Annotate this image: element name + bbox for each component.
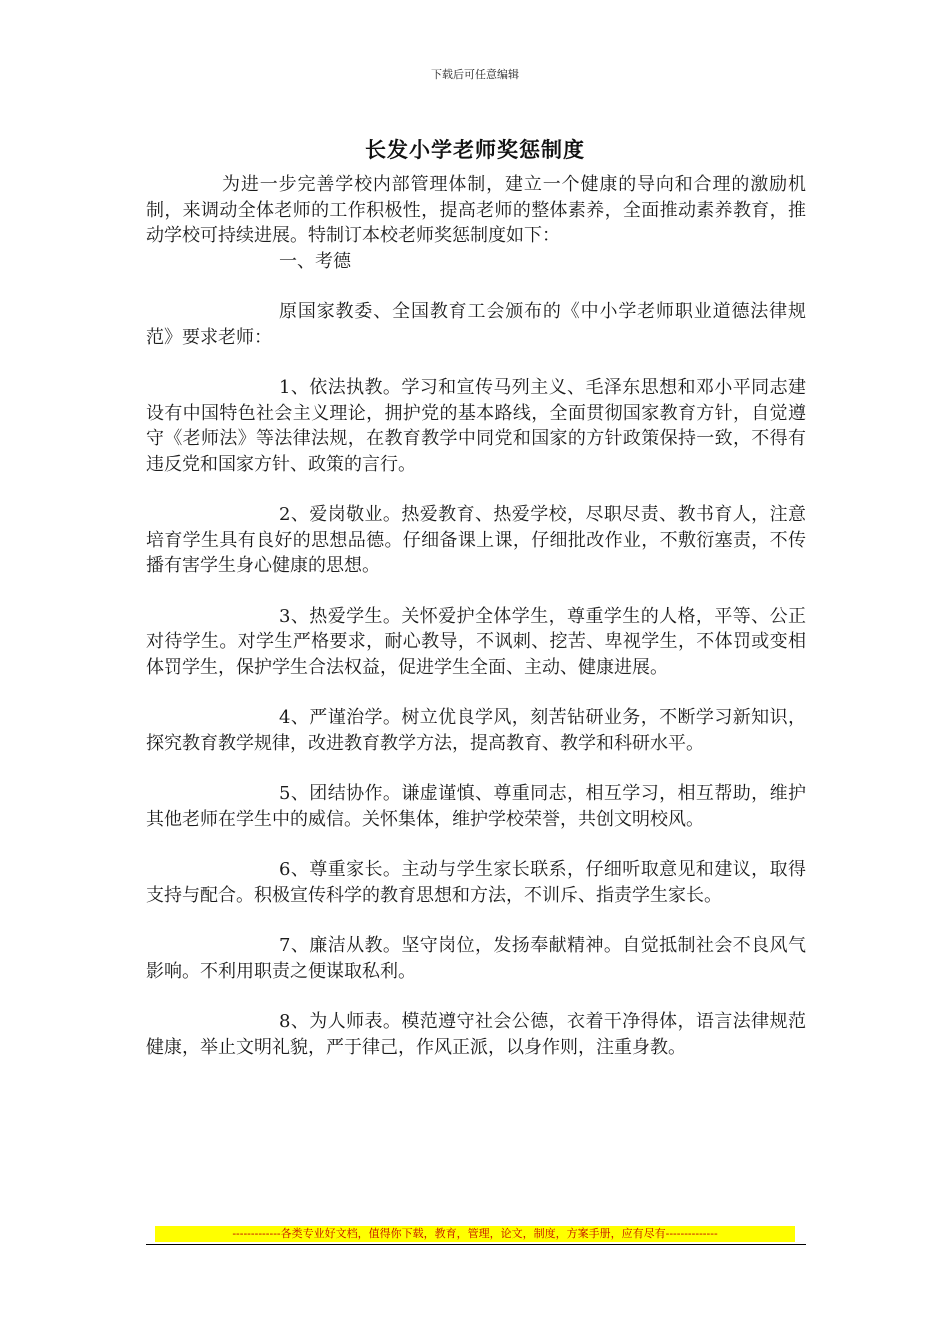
rule-item-5: 5、团结协作。谦虚谨慎、尊重同志，相互学习，相互帮助，维护其他老师在学生中的威信。关怀集体，维护学校荣誉，共创文明校风。 <box>146 783 806 830</box>
rule-item-4: 4、严谨治学。树立优良学风，刻苦钻研业务，不断学习新知识，探究教育教学规律，改进教育教学方法，提高教育、教学和科研水平。 <box>146 707 806 754</box>
intro-paragraph: 为进一步完善学校内部管理体制，建立一个健康的导向和合理的激励机制，来调动全体老师的工作积极性，提高老师的整体素养，全面推动素养教育，推动学校可持续进展。特制订本校老师奖惩制度如下： <box>146 174 806 246</box>
rule-item-2: 2、爱岗敬业。热爱教育、热爱学校，尽职尽责、教书育人，注意培育学生具有良好的思想品德。仔细备课上课，仔细批改作业，不敷衍塞责，不传播有害学生身心健康的思想。 <box>146 504 806 576</box>
rule-item-7: 7、廉洁从教。坚守岗位，发扬奉献精神。自觉抵制社会不良风气影响。不利用职责之便谋取私利。 <box>146 935 806 982</box>
document-body <box>146 172 806 1060</box>
lead-paragraph: 原国家教委、全国教育工会颁布的《中小学老师职业道德法律规范》要求老师： <box>146 301 806 348</box>
rule-item-1: 1、依法执教。学习和宣传马列主义、毛泽东思想和邓小平同志建设有中国特色社会主义理论，拥护党的基本路线，全面贯彻国家教育方针，自觉遵守《老师法》等法律法规，在教育教学中同党和国家的方针政策保持一致，不得有违反党和国家方针、政策的言行。 <box>146 377 806 475</box>
rule-item-8: 8、为人师表。模范遵守社会公德，衣着干净得体，语言法律规范健康，举止文明礼貌，严于律己，作风正派，以身作则，注重身教。 <box>146 1011 806 1058</box>
footer-promo-banner: -------------各类专业好文档，值得你下载，教育，管理，论文，制度，方案手册，应有尽有-------------- <box>155 1226 795 1242</box>
document-title: 长发小学老师奖惩制度 <box>365 138 585 162</box>
rule-item-3: 3、热爱学生。关怀爱护全体学生，尊重学生的人格，平等、公正对待学生。对学生严格要求，耐心教导，不讽刺、挖苦、卑视学生，不体罚或变相体罚学生，保护学生合法权益，促进学生全面、主动、健康进展。 <box>146 605 806 678</box>
page-header-note: 下载后可任意编辑 <box>431 68 519 81</box>
rule-item-6: 6、尊重家长。主动与学生家长联系，仔细听取意见和建议，取得支持与配合。积极宣传科学的教育思想和方法，不训斥、指责学生家长。 <box>146 859 806 906</box>
footer-divider <box>146 1244 806 1245</box>
section-heading: 一、考德 <box>279 250 351 272</box>
